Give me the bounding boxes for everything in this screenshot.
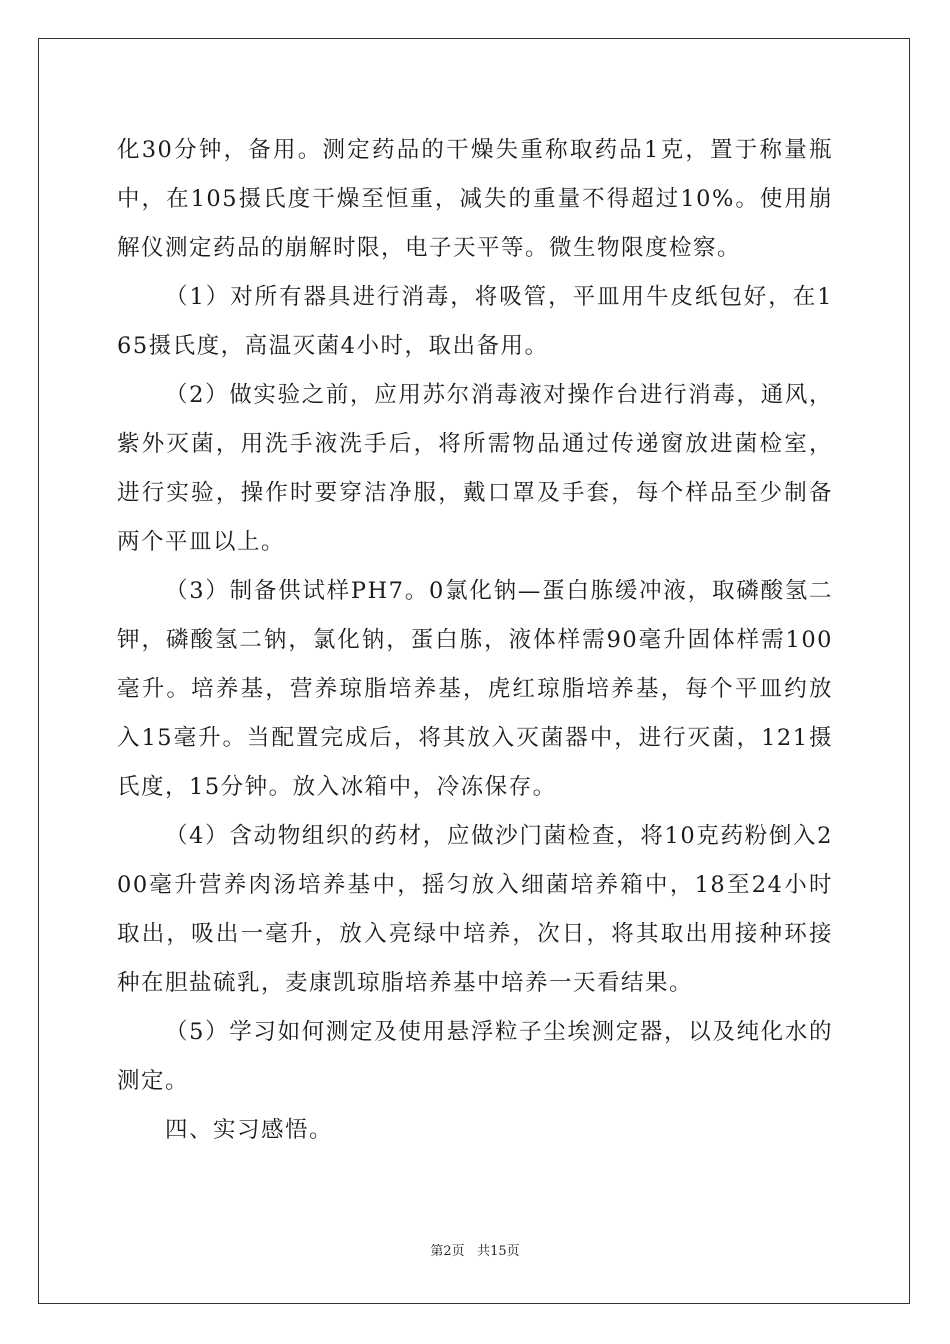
paragraph-item-4: （4）含动物组织的药材，应做沙门菌检查，将10克药粉倒入200毫升营养肉汤培养基中，摇匀放入细菌培养箱中，18至24小时取出，吸出一毫升，放入亮绿中培养，次日，将其取出用接种环接种在胆盐硫乳，麦康凯琼脂培养基中培养一天看结果。 <box>117 823 833 996</box>
page-number: 第2页 <box>430 1244 465 1259</box>
paragraph-item-1: （1）对所有器具进行消毒，将吸管，平皿用牛皮纸包好，在165摄氏度，高温灭菌4小时，取出备用。 <box>117 284 833 359</box>
section-heading: 四、实习感悟。 <box>165 1117 334 1143</box>
document-body <box>117 126 833 1155</box>
page-total: 共15页 <box>477 1244 520 1259</box>
paragraph-continuation: 化30分钟，备用。测定药品的干燥失重称取药品1克，置于称量瓶中，在105摄氏度干燥至恒重，减失的重量不得超过10%。使用崩解仪测定药品的崩解时限，电子天平等。微生物限度检察。 <box>117 137 833 261</box>
paragraph-item-5: （5）学习如何测定及使用悬浮粒子尘埃测定器，以及纯化水的测定。 <box>117 1019 833 1094</box>
paragraph-item-2: （2）做实验之前，应用苏尔消毒液对操作台进行消毒，通风，紫外灭菌，用洗手液洗手后，将所需物品通过传递窗放进菌检室，进行实验，操作时要穿洁净服，戴口罩及手套，每个样品至少制备两个平皿以上。 <box>117 382 833 555</box>
page-footer <box>0 1244 950 1260</box>
paragraph-item-3: （3）制备供试样PH7。0氯化钠—蛋白胨缓冲液，取磷酸氢二钾，磷酸氢二钠，氯化钠，蛋白胨，液体样需90毫升固体样需100毫升。培养基，营养琼脂培养基，虎红琼脂培养基，每个平皿约放入15毫升。当配置完成后，将其放入灭菌器中，进行灭菌，121摄氏度，15分钟。放入冰箱中，冷冻保存。 <box>117 578 833 800</box>
